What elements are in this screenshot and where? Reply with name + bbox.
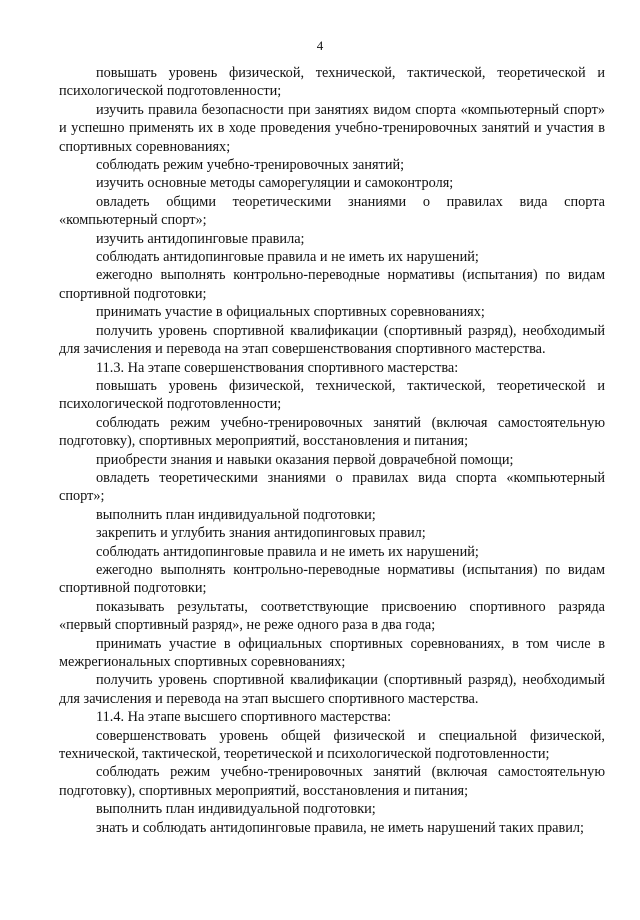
paragraph: повышать уровень физической, технической, тактической, теоретической и психологической подготовленности;: [59, 65, 605, 100]
paragraph: ежегодно выполнять контрольно-переводные нормативы (испытания) по видам спортивной подготовки;: [59, 267, 605, 302]
paragraph: овладеть теоретическими знаниями о правилах вида спорта «компьютерный спорт»;: [59, 469, 605, 505]
paragraph: принимать участие в официальных спортивных соревнованиях, в том числе в межрегиональных спортивных соревнованиях;: [59, 635, 605, 670]
paragraph: выполнить план индивидуальной подготовки;: [96, 506, 376, 523]
paragraph: соблюдать антидопинговые правила и не иметь их нарушений;: [96, 543, 479, 560]
paragraph: показывать результаты, соответствующие присвоению спортивного разряда «первый спортивный разряд», не реже одного раза в два года;: [59, 598, 605, 634]
section-heading: 11.4. На этапе высшего спортивного мастерства:: [96, 709, 392, 726]
paragraph: получить уровень спортивной квалификации (спортивный разряд), необходимый для зачисления и перевода на этап высшего спортивного мастерства.: [59, 672, 605, 707]
paragraph: повышать уровень физической, технической, тактической, теоретической и психологической подготовленности;: [59, 377, 605, 413]
page-number: 4: [316, 38, 324, 53]
paragraph: знать и соблюдать антидопинговые правила, не иметь нарушений таких правил;: [96, 819, 584, 836]
paragraph: соблюдать режим учебно-тренировочных занятий (включая самостоятельную подготовку), спортивных мероприятий, восстановления и питания;: [59, 414, 605, 450]
paragraph: изучить правила безопасности при занятиях видом спорта «компьютерный спорт» и успешно применять их в ходе проведения учебно-тренировочных занятий и участия в спортивных соревнованиях;: [59, 101, 605, 155]
paragraph: получить уровень спортивной квалификации (спортивный разряд), необходимый для зачисления и перевода на этап совершенствования спортивного мастерства.: [59, 322, 605, 358]
paragraph: изучить антидопинговые правила;: [96, 230, 305, 247]
paragraph: закрепить и углубить знания антидопинговых правил;: [96, 525, 426, 542]
paragraph: совершенствовать уровень общей физической и специальной физической, технической, тактической, теоретической и психологической подготовленности;: [59, 727, 605, 763]
paragraph: принимать участие в официальных спортивных соревнованиях;: [96, 304, 485, 321]
paragraph: соблюдать режим учебно-тренировочных занятий;: [96, 157, 405, 174]
paragraph: изучить основные методы саморегуляции и самоконтроля;: [96, 175, 454, 192]
paragraph: ежегодно выполнять контрольно-переводные нормативы (испытания) по видам спортивной подготовки;: [59, 561, 605, 597]
paragraph: приобрести знания и навыки оказания первой доврачебной помощи;: [96, 451, 514, 468]
paragraph: соблюдать режим учебно-тренировочных занятий (включая самостоятельную подготовку), спортивных мероприятий, восстановления и питания;: [59, 764, 605, 799]
document-body: [59, 64, 605, 837]
section-heading: 11.3. На этапе совершенствования спортивного мастерства:: [96, 359, 459, 376]
paragraph: выполнить план индивидуальной подготовки;: [96, 801, 376, 818]
paragraph: соблюдать антидопинговые правила и не иметь их нарушений;: [96, 249, 479, 266]
paragraph: овладеть общими теоретическими знаниями о правилах вида спорта «компьютерный спорт»;: [59, 193, 605, 229]
